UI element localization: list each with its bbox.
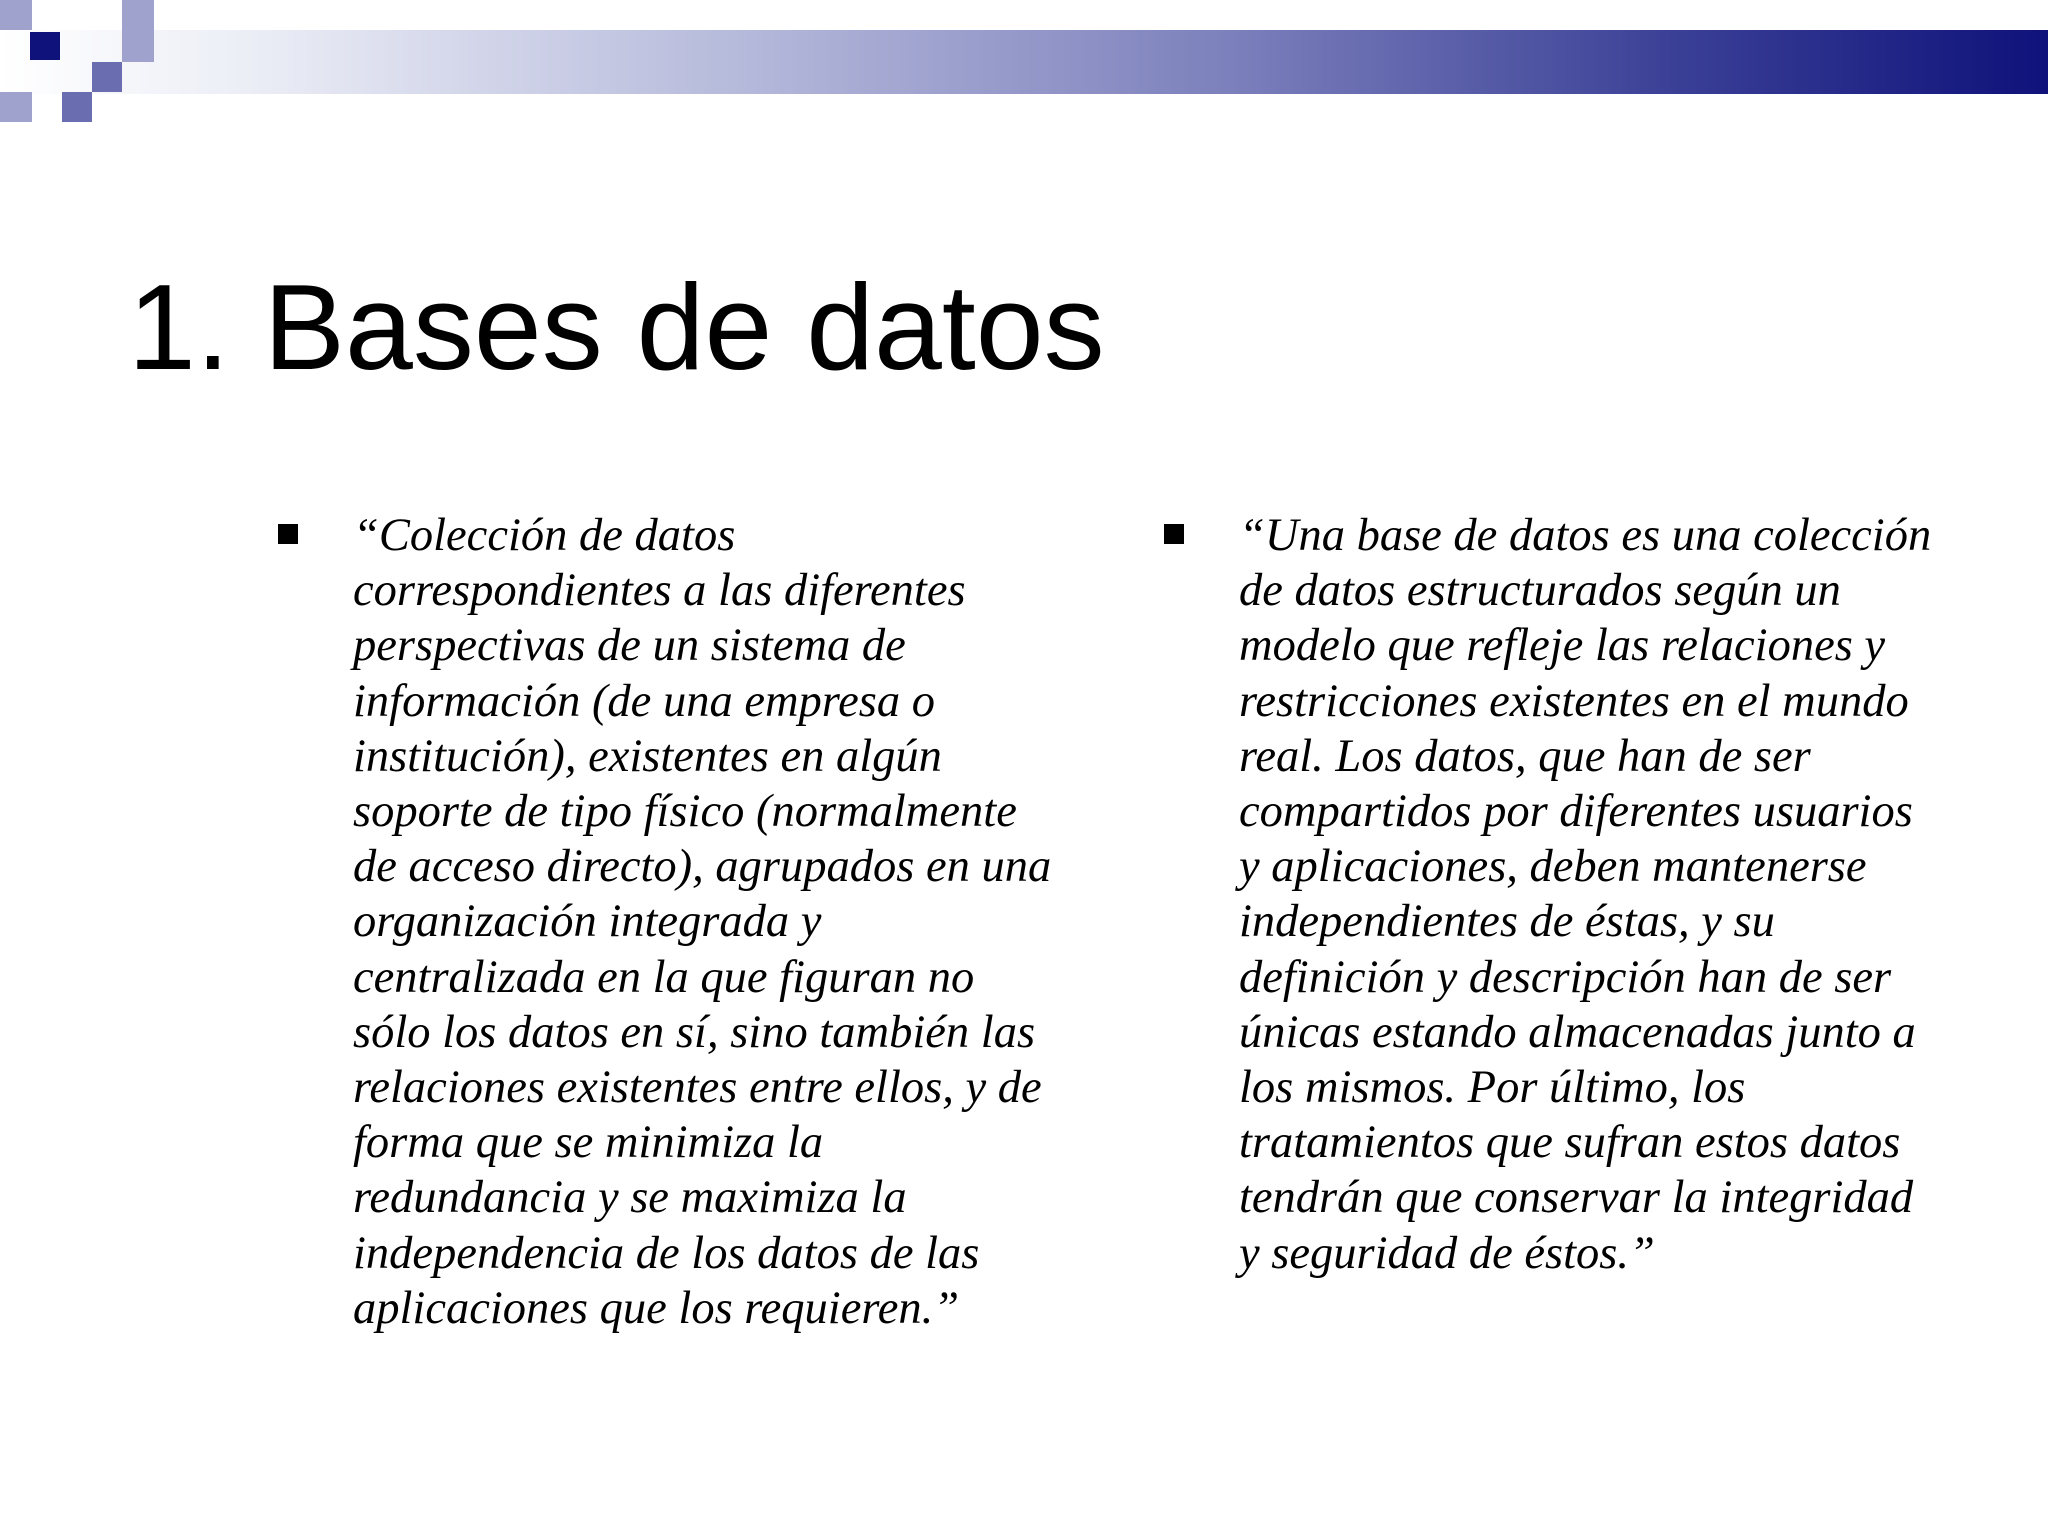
logo-square-dark: [30, 32, 60, 60]
definition-column-left: [278, 508, 1058, 1336]
definition-quote-2: “Una base de datos es una colección de datos estructurados según un modelo que refleje las relaciones y restricciones existentes en el mundo real. Los datos, que han de ser compartidos por diferentes usuarios y aplicaciones, deben mantenerse independientes de éstas, y su definición y descripción han de ser únicas estando almacenadas junto a los mismos. Por último, los tratamientos que sufran estos datos tendrán que conservar la integridad y seguridad de éstos.”: [1239, 510, 1932, 1279]
logo-square-mid: [122, 30, 154, 62]
definition-quote-1: “Colección de datos correspondientes a las diferentes perspectivas de un sistema de información (de una empresa o institución), existentes en algún soporte de tipo físico (normalmente de acceso directo), agrupados en una organización integrada y centralizada en la que figuran no sólo los datos en sí, sino también las relaciones existentes entre ellos, y de forma que se minimiza la redundancia y se maximiza la independencia de los datos de las aplicaciones que los requieren.”: [353, 510, 1052, 1334]
definition-column-right: [1164, 508, 1944, 1281]
slide-title: 1. Bases de datos: [128, 259, 1105, 395]
logo-square-bottom-left: [0, 92, 32, 122]
square-bullet-icon: [278, 524, 298, 544]
logo-square-bottom: [62, 92, 92, 122]
logo-square-top-left: [0, 0, 32, 30]
header-gradient-banner: [0, 30, 2048, 94]
logo-square-top-right: [122, 0, 154, 30]
square-bullet-icon: [1164, 524, 1184, 544]
logo-square-center: [92, 62, 122, 92]
